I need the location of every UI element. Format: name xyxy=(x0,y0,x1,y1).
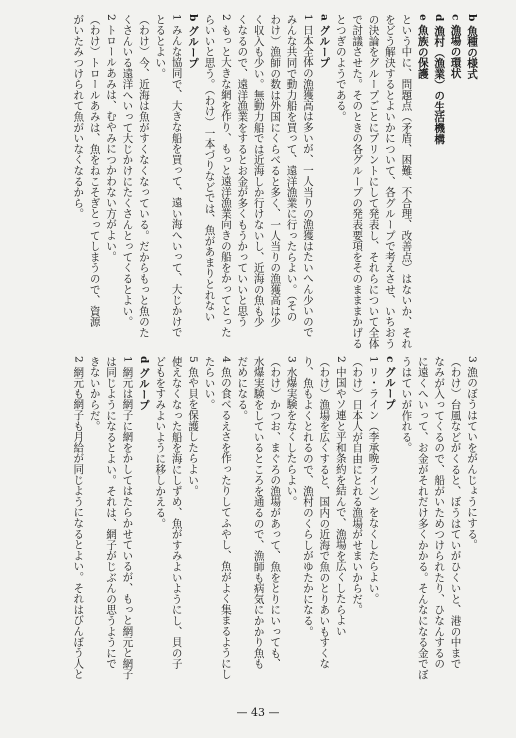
text-line: 1 みんな協同で、大きな船を買って、遠い海へいって、大じかけで xyxy=(170,14,183,338)
text-line: の決論をグループごとにプリントにして発表し、それらについて全体 xyxy=(367,14,380,349)
text-line: d 漁村（漁業）の生活機構 xyxy=(433,14,446,145)
text-line: 5 魚や貝を保護したらよい。 xyxy=(187,356,200,497)
text-line: とるとよい。 xyxy=(154,14,167,79)
text-line: なみが入ってくるので、船がいためつけられたり、ひなんするの xyxy=(433,356,446,670)
text-line: に遠くへいって、お金がそれだけ多くかかる。そんなになる金でぼ xyxy=(416,356,429,680)
text-line: 2 中国やソ連と平和条約を結んで、漁場を広くしたらよい xyxy=(334,356,347,637)
text-line: b 魚種の様式 xyxy=(466,14,478,80)
text-line: 1 網元は網子に網をかしてはたらかせているが、もっと網元と網子 xyxy=(121,356,134,680)
text-line: c 漁場の環状 xyxy=(449,14,462,79)
text-line: く収入も少い。無動力船では近海しか行けないし、近海の魚も少 xyxy=(252,14,265,328)
text-line: b グループ xyxy=(187,14,200,69)
bottom-text-block xyxy=(70,356,480,680)
text-line: （わけ）今、近海は魚がすくなくなっている。だからもっと魚のた xyxy=(137,14,150,338)
text-line: 3 漁のぼうはていをがんじょうにする。 xyxy=(466,356,478,551)
text-line: 2 もっと大きな網を作り、もっと遠洋漁業向きの船をかってとった xyxy=(219,14,232,338)
text-line: をどう解決するとよいかについて、各グループで考えさせ、いちおう xyxy=(383,14,396,349)
text-line: e 魚族の保護 xyxy=(416,14,429,79)
text-line: （わけ）日本人が自由にとれる漁場がせまいからだ。 xyxy=(351,356,364,616)
text-line: とつぎのようである。 xyxy=(334,14,347,122)
text-line: （わけ）台風などがくると、ぼうはていがひくいと、港の中まで xyxy=(449,356,462,670)
text-line: （わけ）かつお、まぐろの漁場があって、魚をとりにいっても、 xyxy=(269,356,282,670)
text-line: たらいい。 xyxy=(203,356,216,410)
text-line: くなるので、遠洋漁業をするとお金が多くもうかっていいと思う xyxy=(236,14,249,328)
text-line: 2 網元も網子も月給が同じようになるとよい。それはびんぼう人と xyxy=(72,356,85,680)
text-line: で討議させた。そのときの各グループの発表要項をそのまままかげる xyxy=(351,14,364,349)
text-line: は同じようになるとよい。それは、網子がじぶんの思うようにで xyxy=(105,356,118,670)
top-text-block xyxy=(70,14,480,354)
text-line: c グループ xyxy=(383,356,396,410)
text-line: らいいと思う。（わけ）一本づりなどでは、魚があまりとれない xyxy=(203,14,216,322)
text-line: 4 魚の食べるえさを作ったりしてふやし、魚がよく集まるようにし xyxy=(219,356,232,680)
text-line: みんな共同で動力船を買って、遠洋漁業に行ったらよい。（その xyxy=(285,14,298,322)
text-line: という中に、問題点（矛盾、困難、不合理、改善点）はないか、それ xyxy=(400,14,413,349)
text-line: a グループ xyxy=(318,14,331,69)
text-line: d グループ xyxy=(137,356,150,411)
text-line: がいたみつけられて魚がいなくなるから。 xyxy=(72,14,85,220)
text-line: （わけ）漁場を広くすると、国内の近海で魚のとりあいもすくな xyxy=(318,356,331,670)
text-line: うはていが作れる。 xyxy=(400,356,413,454)
text-line: どもをすみよいように移しかえる。 xyxy=(154,356,167,529)
text-line: り、魚もよくとれるので、漁村のくらしがゆたかになる。 xyxy=(301,356,314,637)
text-line: くさんいる遠洋へいって大じかけにたくさんとってくるとよい。 xyxy=(121,14,134,328)
text-line: 3 水爆実験をなくしたらよい。 xyxy=(285,356,298,507)
text-line: （わけ）トロールあみは、魚をねこそぎとってしまうので、資源 xyxy=(88,14,101,328)
text-line: 1 日本全体の漁獲高は多いが、一人当りの漁獲はたいへん少いので xyxy=(301,14,314,338)
text-line: 使えなくなった船を海にしずめ、魚がすみよいようにし、貝の子 xyxy=(170,356,183,670)
page-number: — 43 — xyxy=(236,706,280,719)
text-line: きないからだ。 xyxy=(88,356,101,432)
text-line: だめになる。 xyxy=(236,356,249,421)
text-line: 2 トロールあみは、むやみにつかわない方がよい。 xyxy=(105,14,118,263)
text-line: 水爆実験をしているところを通るので、漁師も病気にかかり魚も xyxy=(252,356,265,670)
text-line: わけ）漁師の数は外国にくらべると多く、一人当りの漁獲高は少 xyxy=(269,14,282,328)
text-line: 1 リ・ライン（李承晩ライン）をなくしたらよい。 xyxy=(367,356,380,605)
